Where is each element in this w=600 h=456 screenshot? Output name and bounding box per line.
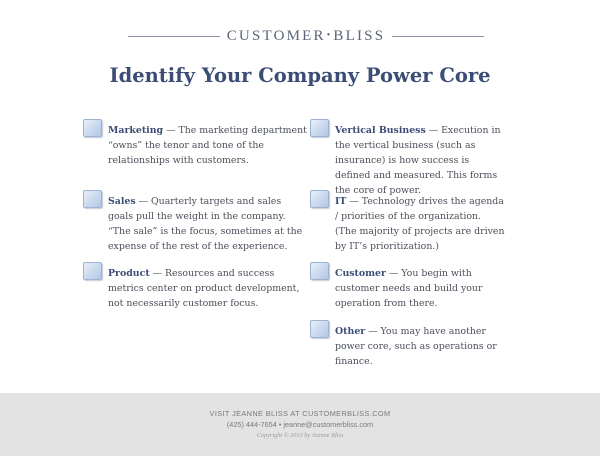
footer-copyright: Copyright © 2013 by Jeanne Bliss xyxy=(256,432,344,439)
checklist-item-marketing xyxy=(108,123,308,168)
brand-word-customer: CUSTOMER xyxy=(226,28,326,44)
brand-dot: • xyxy=(326,30,333,41)
item-description: — You begin with customer needs and build your operation from there. xyxy=(335,268,483,309)
item-text xyxy=(335,324,505,369)
item-text xyxy=(335,266,505,311)
item-description: — Technology drives the agenda / priorities of the organization. (The majority of projects are driven by IT’s prioritization.) xyxy=(335,196,505,252)
item-description: — Quarterly targets and sales goals pull the weight in the company. “The sale” is the focus, sometimes at the expense of the rest of the experience. xyxy=(108,196,303,252)
footer-contact-line: (425) 444-7654 • jeanne@customerbliss.com xyxy=(226,420,374,429)
checkbox-it[interactable] xyxy=(310,190,329,208)
checklist-item-sales xyxy=(108,194,308,254)
page-title: Identify Your Company Power Core xyxy=(109,64,491,87)
item-text xyxy=(335,194,505,254)
item-term: Other xyxy=(335,326,366,337)
checkbox-other[interactable] xyxy=(310,320,329,338)
checklist-item-it xyxy=(335,194,505,254)
checklist-item-customer xyxy=(335,266,505,311)
checkbox-product[interactable] xyxy=(83,262,102,280)
brand-divider-right xyxy=(392,36,484,37)
item-term: Customer xyxy=(335,268,386,279)
brand-header xyxy=(128,28,484,46)
checkbox-vertical-business[interactable] xyxy=(310,119,329,137)
item-term: Marketing xyxy=(108,125,164,136)
checklist-item-product xyxy=(108,266,308,311)
checkbox-marketing[interactable] xyxy=(83,119,102,137)
item-term: Sales xyxy=(108,196,136,207)
checkbox-sales[interactable] xyxy=(83,190,102,208)
item-description: — Resources and success metrics center on product development, not necessarily customer focus. xyxy=(108,268,300,309)
item-term: Product xyxy=(108,268,150,279)
checklist-item-other xyxy=(335,324,505,369)
item-term: Vertical Business xyxy=(335,125,426,136)
item-text xyxy=(108,194,308,254)
item-description: — Execution in the vertical business (such as insurance) is how success is defined and measured. This forms the core of power. xyxy=(335,125,501,196)
checkbox-customer[interactable] xyxy=(310,262,329,280)
item-description: — The marketing department “owns” the tenor and tone of the relationships with customers. xyxy=(108,125,307,166)
item-term: IT xyxy=(335,196,347,207)
footer-website-line: VISIT JEANNE BLISS AT CUSTOMERBLISS.COM xyxy=(209,409,391,418)
item-text xyxy=(335,123,505,198)
item-text xyxy=(108,123,308,168)
page-footer xyxy=(0,393,600,456)
item-description: — You may have another power core, such as operations or finance. xyxy=(335,326,497,367)
checklist-item-vertical-business xyxy=(335,123,505,198)
brand-word-bliss: BLISS xyxy=(333,28,386,44)
item-text xyxy=(108,266,308,311)
